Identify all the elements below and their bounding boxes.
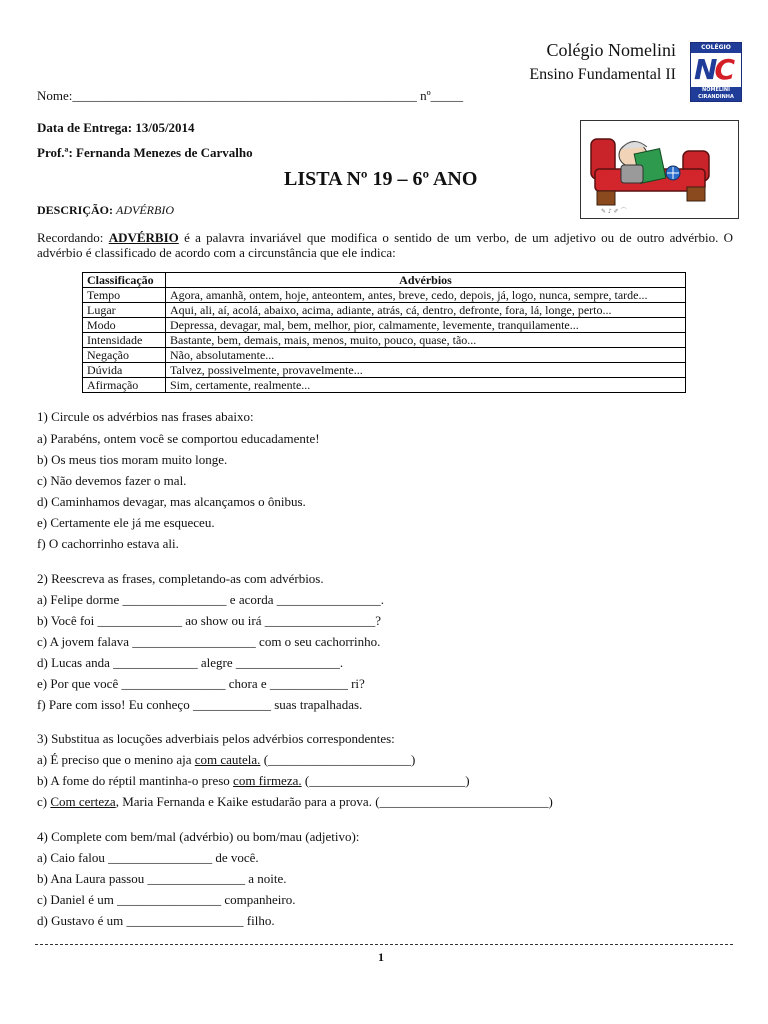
table-cell: Tempo bbox=[83, 288, 166, 303]
question-3-prompt: 3) Substitua as locuções adverbiais pelos advérbios correspondentes: bbox=[37, 731, 395, 746]
question-3-item: b) A fome do réptil mantinha-o preso com firmeza. (________________________) bbox=[37, 773, 470, 788]
question-2-item: d) Lucas anda _____________ alegre ________________. bbox=[37, 655, 344, 670]
logo-bottom-text: NOMELINI CIRANDINHA bbox=[691, 87, 741, 101]
table-cell: Depressa, devagar, mal, bem, melhor, pior, calmamente, levemente, tranquilamente... bbox=[166, 318, 686, 333]
table-cell: Talvez, possivelmente, provavelmente... bbox=[166, 363, 686, 378]
table-cell: Modo bbox=[83, 318, 166, 333]
table-cell: Agora, amanhã, ontem, hoje, anteontem, antes, breve, cedo, depois, já, logo, nunca, sempre, tarde... bbox=[166, 288, 686, 303]
question-2-item: b) Você foi _____________ ao show ou irá _________________? bbox=[37, 613, 381, 628]
question-1-item: e) Certamente ele já me esqueceu. bbox=[37, 515, 215, 530]
question-2-item: e) Por que você ________________ chora e ____________ ri? bbox=[37, 676, 365, 691]
question-1-item: c) Não devemos fazer o mal. bbox=[37, 473, 187, 488]
table-cell: Dúvida bbox=[83, 363, 166, 378]
question-2-item: a) Felipe dorme ________________ e acorda ________________. bbox=[37, 592, 384, 607]
table-cell: Lugar bbox=[83, 303, 166, 318]
table-cell: Não, absolutamente... bbox=[166, 348, 686, 363]
svg-text:✎ ♪ ✐ ⌒: ✎ ♪ ✐ ⌒ bbox=[601, 208, 627, 215]
table-cell: Intensidade bbox=[83, 333, 166, 348]
question-4-prompt: 4) Complete com bem/mal (advérbio) ou bom/mau (adjetivo): bbox=[37, 829, 360, 844]
table-row bbox=[83, 378, 686, 393]
school-name: Colégio Nomelini bbox=[546, 40, 676, 60]
page-number: 1 bbox=[378, 950, 384, 964]
name-field: Nome:_____________________________________________________ nº_____ bbox=[37, 88, 464, 103]
table-row bbox=[83, 303, 686, 318]
question-3-item: a) É preciso que o menino aja com cautela. (______________________) bbox=[37, 752, 416, 767]
question-1-item: a) Parabéns, ontem você se comportou educadamente! bbox=[37, 431, 320, 446]
table-row bbox=[83, 348, 686, 363]
table-header: Advérbios bbox=[166, 273, 686, 288]
logo-mark: NC bbox=[694, 53, 732, 86]
school-level: Ensino Fundamental II bbox=[529, 66, 676, 83]
table-header-row bbox=[83, 273, 686, 288]
question-1-item: f) O cachorrinho estava ali. bbox=[37, 536, 179, 551]
question-2-prompt: 2) Reescreva as frases, completando-as com advérbios. bbox=[37, 571, 324, 586]
question-4-item: d) Gustavo é um __________________ filho. bbox=[37, 913, 275, 928]
question-1-prompt: 1) Circule os advérbios nas frases abaixo: bbox=[37, 409, 254, 424]
question-4-item: b) Ana Laura passou _______________ a noite. bbox=[37, 871, 287, 886]
table-cell: Afirmação bbox=[83, 378, 166, 393]
table-cell: Aqui, ali, aí, acolá, abaixo, acima, adiante, atrás, cá, dentro, defronte, fora, lá, longe, perto... bbox=[166, 303, 686, 318]
logo-top-text: COLÉGIO bbox=[691, 43, 741, 53]
delivery-date: Data de Entrega: 13/05/2014 bbox=[37, 120, 195, 135]
table-cell: Sim, certamente, realmente... bbox=[166, 378, 686, 393]
description: DESCRIÇÃO: ADVÉRBIO bbox=[37, 203, 174, 217]
table-row bbox=[83, 318, 686, 333]
question-4-item: c) Daniel é um ________________ companheiro. bbox=[37, 892, 296, 907]
question-2-item: f) Pare com isso! Eu conheço ____________ suas trapalhadas. bbox=[37, 697, 363, 712]
question-4-item: a) Caio falou ________________ de você. bbox=[37, 850, 259, 865]
teacher-name: Prof.ª: Fernanda Menezes de Carvalho bbox=[37, 145, 253, 160]
table-row bbox=[83, 333, 686, 348]
question-1-item: b) Os meus tios moram muito longe. bbox=[37, 452, 228, 467]
footer-divider bbox=[35, 944, 733, 945]
page-title: LISTA Nº 19 – 6º ANO bbox=[284, 168, 478, 190]
intro-paragraph: Recordando: ADVÉRBIO é a palavra invariável que modifica o sentido de um verbo, de um adjetivo ou de outro advérbio. O advérbio é classificado de acordo com a circunstância que ele indica: bbox=[37, 230, 734, 260]
table-header: Classificação bbox=[83, 273, 166, 288]
reading-illustration bbox=[580, 120, 739, 219]
table-cell: Negação bbox=[83, 348, 166, 363]
question-2-item: c) A jovem falava ___________________ com o seu cachorrinho. bbox=[37, 634, 381, 649]
question-3-item: c) Com certeza, Maria Fernanda e Kaike estudarão para a prova. (__________________________) bbox=[37, 794, 553, 809]
question-1-item: d) Caminhamos devagar, mas alcançamos o ônibus. bbox=[37, 494, 306, 509]
school-logo bbox=[690, 42, 742, 102]
table-cell: Bastante, bem, demais, mais, menos, muito, pouco, quase, tão... bbox=[166, 333, 686, 348]
adverb-table bbox=[82, 272, 686, 393]
table-row bbox=[83, 288, 686, 303]
table-row bbox=[83, 363, 686, 378]
